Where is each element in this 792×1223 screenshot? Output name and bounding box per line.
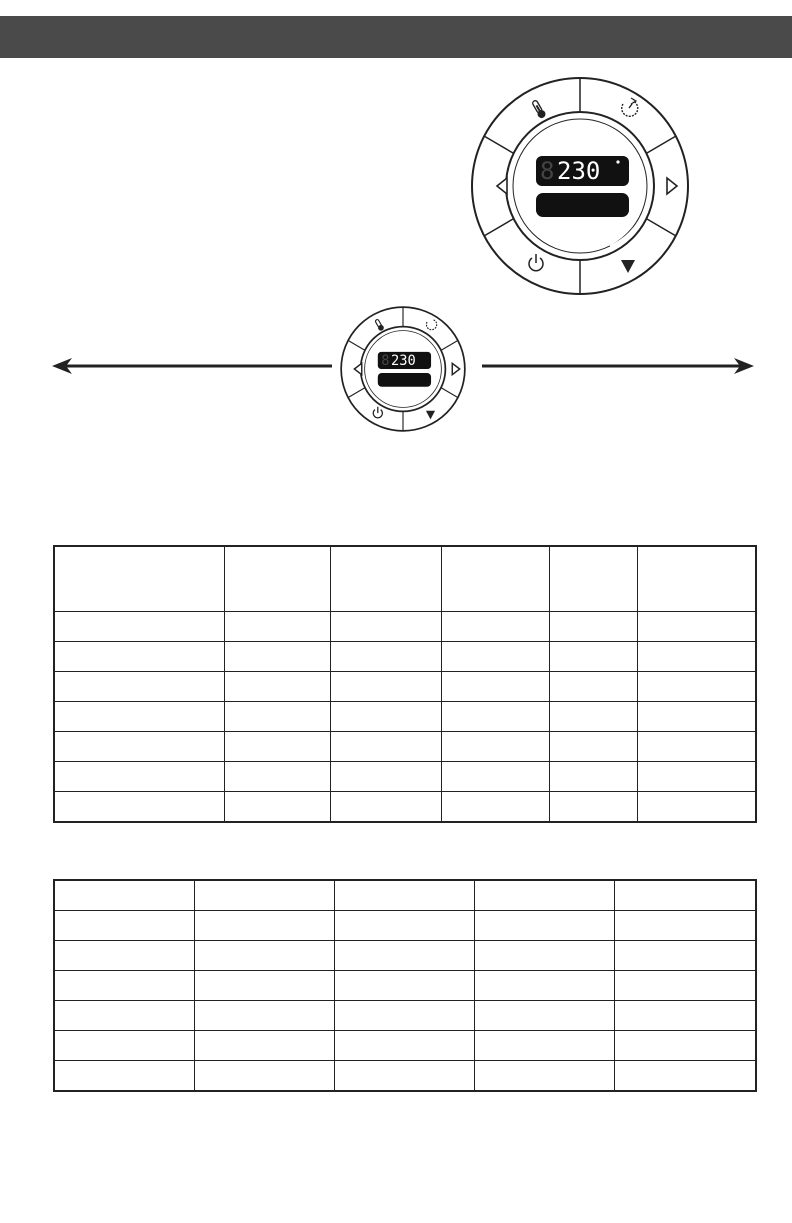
table-cell <box>334 1031 474 1061</box>
table-row <box>54 672 756 702</box>
table-cell <box>474 941 614 971</box>
table-row <box>54 792 756 823</box>
table-cell <box>330 792 441 823</box>
left-pointer-arrow <box>50 356 334 376</box>
table-cell <box>54 941 194 971</box>
table-cell <box>549 732 637 762</box>
table-cell <box>549 702 637 732</box>
table-cell <box>637 612 756 642</box>
table-cell <box>441 762 549 792</box>
table-cell <box>441 732 549 762</box>
table-cell <box>54 672 224 702</box>
table-cell <box>194 1061 334 1092</box>
table-cell <box>549 642 637 672</box>
table-cell <box>54 612 224 642</box>
table-cell <box>54 880 194 911</box>
table-cell <box>54 971 194 1001</box>
table-cell <box>194 880 334 911</box>
table-cell <box>637 546 756 612</box>
table-cell <box>330 762 441 792</box>
table-cell <box>330 612 441 642</box>
temperature-readout: 230 <box>390 352 416 369</box>
table-cell <box>549 612 637 642</box>
table-cell <box>224 702 330 732</box>
table-cell <box>54 1001 194 1031</box>
table-cell <box>224 792 330 823</box>
table-row <box>54 1031 756 1061</box>
table-cell <box>441 702 549 732</box>
inactive-digit: 8 <box>381 352 390 369</box>
display-bar <box>536 193 629 217</box>
table-cell <box>194 941 334 971</box>
table-cell <box>637 792 756 823</box>
table-cell <box>614 941 756 971</box>
table-row <box>54 612 756 642</box>
table-cell <box>334 941 474 971</box>
table-cell <box>334 971 474 1001</box>
inactive-digit: 8 <box>540 157 555 185</box>
table-cell <box>330 672 441 702</box>
table-row <box>54 642 756 672</box>
table-cell <box>334 880 474 911</box>
table-cell <box>637 732 756 762</box>
table-cell <box>441 546 549 612</box>
table-cell <box>194 1001 334 1031</box>
table-cell <box>441 612 549 642</box>
table-row <box>54 762 756 792</box>
table-cell <box>224 672 330 702</box>
table-cell <box>637 702 756 732</box>
section-header-bar <box>0 16 792 58</box>
table-cell <box>54 642 224 672</box>
table-cell <box>549 762 637 792</box>
table-cell <box>637 672 756 702</box>
control-dial-large <box>470 76 690 296</box>
control-dial-small <box>340 306 466 432</box>
table-cell <box>614 1001 756 1031</box>
table-cell <box>614 1061 756 1092</box>
table-cell <box>441 792 549 823</box>
table-cell <box>614 880 756 911</box>
table-cell <box>549 792 637 823</box>
table-cell <box>54 546 224 612</box>
table-row <box>54 971 756 1001</box>
table-cell <box>614 971 756 1001</box>
table-cell <box>549 672 637 702</box>
table-cell <box>441 642 549 672</box>
temperature-readout: 230 <box>557 157 601 185</box>
table-row <box>54 1061 756 1092</box>
table-row <box>54 911 756 941</box>
table-cell <box>334 1001 474 1031</box>
data-table-2 <box>53 879 757 1092</box>
table-cell <box>54 911 194 941</box>
degree-icon <box>616 160 619 163</box>
data-table-1 <box>53 545 757 823</box>
table-cell <box>194 1031 334 1061</box>
table-header-row <box>54 546 756 612</box>
table-cell <box>614 1031 756 1061</box>
table-cell <box>637 762 756 792</box>
table-cell <box>54 702 224 732</box>
table-cell <box>224 546 330 612</box>
table-cell <box>194 911 334 941</box>
table-cell <box>637 642 756 672</box>
table-cell <box>334 911 474 941</box>
table-cell <box>224 612 330 642</box>
table-row <box>54 702 756 732</box>
display-bar <box>378 373 431 387</box>
table-cell <box>549 546 637 612</box>
table-cell <box>614 911 756 941</box>
table-row <box>54 880 756 911</box>
table-cell <box>54 792 224 823</box>
table-cell <box>474 1001 614 1031</box>
table-cell <box>54 762 224 792</box>
table-cell <box>474 1061 614 1092</box>
table-cell <box>334 1061 474 1092</box>
right-pointer-arrow <box>482 356 756 376</box>
table-cell <box>224 732 330 762</box>
table-cell <box>330 732 441 762</box>
table-cell <box>54 732 224 762</box>
table-cell <box>224 642 330 672</box>
table-row <box>54 732 756 762</box>
table-cell <box>224 762 330 792</box>
table-cell <box>474 1031 614 1061</box>
table-cell <box>330 642 441 672</box>
table-cell <box>194 971 334 1001</box>
table-cell <box>54 1061 194 1092</box>
table-cell <box>474 880 614 911</box>
table-cell <box>330 702 441 732</box>
table-cell <box>474 971 614 1001</box>
table-row <box>54 1001 756 1031</box>
table-cell <box>54 1031 194 1061</box>
table-row <box>54 941 756 971</box>
table-cell <box>330 546 441 612</box>
table-cell <box>441 672 549 702</box>
table-cell <box>474 911 614 941</box>
